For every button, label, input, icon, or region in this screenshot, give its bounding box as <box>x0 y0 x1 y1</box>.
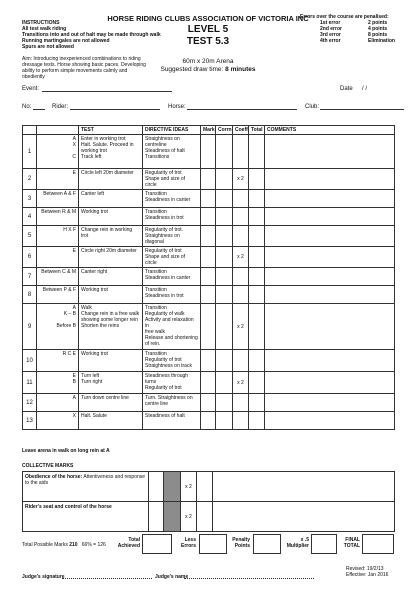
movement-number: 1 <box>23 135 37 169</box>
idea-line: Regularity of trot <box>145 385 182 391</box>
movement-number: 4 <box>23 208 37 226</box>
coeff-cell <box>233 286 249 304</box>
table-row <box>23 372 395 394</box>
coeff-cell <box>233 394 249 412</box>
letter-line: X <box>72 142 76 148</box>
test-line: Walk <box>81 305 92 311</box>
corrn-cell[interactable] <box>216 350 233 372</box>
movement-test <box>79 372 143 394</box>
test-line: Turn right <box>81 379 103 385</box>
total-cell[interactable] <box>249 304 265 350</box>
test-line: Turn down centre line <box>81 395 129 401</box>
collective-title: COLLECTIVE MARKS <box>22 463 74 469</box>
table-row <box>23 268 395 286</box>
error-penalty: 8 points <box>368 32 388 38</box>
header-directive-ideas: DIRECTIVE IDEAS <box>143 126 201 135</box>
leave-arena-note: Leave arena in walk on long rein at A <box>22 448 110 454</box>
header-cell <box>23 126 37 135</box>
mark-cell[interactable] <box>201 286 216 304</box>
club-label: Club: <box>305 104 320 110</box>
corrn-cell[interactable] <box>216 394 233 412</box>
instruction-line: Spurs are not allowed <box>22 44 74 50</box>
comments-cell[interactable] <box>265 135 395 169</box>
table-row <box>23 247 395 268</box>
letter-line: C <box>72 154 76 160</box>
comments-cell[interactable] <box>265 268 395 286</box>
collective-label-bold: Rider's seat and control of the horse <box>25 504 112 510</box>
letter-line: X <box>72 413 76 419</box>
comments-cell[interactable] <box>265 226 395 247</box>
coeff-cell <box>233 350 249 372</box>
multiplier-label: x .5 Multiplier <box>286 537 309 549</box>
errors-title: Errors over the course are penalised: <box>300 14 389 20</box>
idea-line: Steadiness in trot <box>145 293 184 299</box>
event-label: Event: <box>22 86 40 92</box>
error-count: 1st error <box>320 20 341 26</box>
less-errors-label: Less Errors <box>180 537 196 549</box>
corrn-cell <box>164 502 181 532</box>
mark-cell[interactable] <box>201 372 216 394</box>
instruction-line: Transitions into and out of halt may be made through walk <box>22 32 161 38</box>
idea-line: Regularity of trot <box>145 248 182 254</box>
idea-line: Transition <box>145 287 167 293</box>
total-achieved-box[interactable] <box>142 534 172 554</box>
directive-ideas <box>143 412 201 430</box>
comments-cell[interactable] <box>265 286 395 304</box>
coeff-cell <box>233 208 249 226</box>
corrn-cell[interactable] <box>216 247 233 268</box>
header-coeff: Coeff <box>233 126 249 135</box>
test-line: Canter left <box>81 191 105 197</box>
less-errors-box[interactable] <box>199 534 227 554</box>
no-label: No: <box>22 104 32 110</box>
header-mark: Mark <box>201 126 216 135</box>
test-line: Working trot <box>81 287 108 293</box>
test-line: Change rein in a free walk <box>81 311 140 317</box>
idea-line: Steadiness of halt <box>145 148 185 154</box>
comments-cell[interactable] <box>265 304 395 350</box>
movement-number: 8 <box>23 286 37 304</box>
judge-name-label: Judge's name <box>155 574 189 580</box>
mark-cell[interactable] <box>149 502 164 532</box>
comments-cell[interactable] <box>265 412 395 430</box>
judge-signature-label: Judge's signature <box>22 574 65 580</box>
final-total-box[interactable] <box>362 534 394 554</box>
comments-cell[interactable] <box>265 208 395 226</box>
table-row <box>23 226 395 247</box>
event-input[interactable] <box>42 91 172 92</box>
movement-test <box>79 394 143 412</box>
error-penalty: Elimination <box>368 38 395 44</box>
comments-cell[interactable] <box>213 472 395 502</box>
association-title: HORSE RIDING CLUBS ASSOCIATION OF VICTORIA INC <box>107 14 309 23</box>
total-cell[interactable] <box>249 268 265 286</box>
effective-date: Effective: Jan 2016 <box>346 572 389 578</box>
idea-line: free walk <box>145 329 166 335</box>
table-row <box>23 350 395 372</box>
mark-cell[interactable] <box>201 208 216 226</box>
idea-line: Straightness on diagonal <box>145 233 180 245</box>
comments-cell[interactable] <box>265 169 395 190</box>
directive-ideas <box>143 169 201 190</box>
idea-line: Steadiness in canter <box>145 275 191 281</box>
directive-ideas <box>143 226 201 247</box>
coeff-cell: x 2 <box>233 372 249 394</box>
idea-line: Shape and size of circle <box>145 176 186 188</box>
idea-line: Shape and size of circle <box>145 254 186 266</box>
error-count: 2nd error <box>320 26 342 32</box>
test-line: Circle left 20m diameter <box>81 170 134 176</box>
coeff-cell: x 2 <box>181 472 197 502</box>
movement-test <box>79 268 143 286</box>
comments-cell[interactable] <box>265 394 395 412</box>
idea-line: Transition <box>145 209 167 215</box>
collective-label-bold: Obedience of the horse: <box>25 474 83 480</box>
mark-cell[interactable] <box>201 394 216 412</box>
collective-row <box>23 502 395 532</box>
test-line: Halt. Salute. Proceed in <box>81 142 134 148</box>
idea-line: Transitions <box>145 154 170 160</box>
error-count: 4th error <box>320 38 341 44</box>
test-line: showing some longer rein <box>81 317 138 323</box>
header-corrn: Corrn <box>216 126 233 135</box>
corrn-cell <box>164 472 181 502</box>
mark-cell[interactable] <box>201 350 216 372</box>
directive-ideas <box>143 286 201 304</box>
idea-line: Transition <box>145 269 167 275</box>
coeff-cell: x 2 <box>233 169 249 190</box>
corrn-cell[interactable] <box>216 226 233 247</box>
directive-ideas <box>143 394 201 412</box>
judge-signature-input[interactable] <box>62 578 152 579</box>
idea-line: centre line <box>145 401 169 407</box>
movement-number: 10 <box>23 350 37 372</box>
directive-ideas <box>143 268 201 286</box>
movement-test <box>79 286 143 304</box>
idea-line: Turn. Straightness on <box>145 395 193 401</box>
movement-letters <box>37 169 79 190</box>
mark-cell[interactable] <box>201 226 216 247</box>
error-penalty: 2 points <box>368 20 388 26</box>
mark-cell[interactable] <box>201 304 216 350</box>
total-cell[interactable] <box>249 394 265 412</box>
comments-cell[interactable] <box>265 247 395 268</box>
movement-letters <box>37 350 79 372</box>
movement-test <box>79 190 143 208</box>
total-cell[interactable] <box>249 372 265 394</box>
total-cell[interactable] <box>249 226 265 247</box>
idea-line: Steadiness of halt <box>145 413 185 419</box>
arena-size: 60m x 20m Arena <box>182 58 234 65</box>
movement-number: 11 <box>23 372 37 394</box>
movement-letters <box>37 226 79 247</box>
table-row <box>23 412 395 430</box>
idea-line: Straightness on track <box>145 363 192 369</box>
mark-cell[interactable] <box>201 412 216 430</box>
collective-table <box>22 471 395 532</box>
test-line: Turn left <box>81 373 100 379</box>
movement-letters <box>37 304 79 350</box>
collective-label-rest: Attentiveness and response to the aids <box>25 474 146 486</box>
table-row <box>23 169 395 190</box>
comments-cell[interactable] <box>265 350 395 372</box>
test-line: Shorten the reins <box>81 323 120 329</box>
total-cell[interactable] <box>249 286 265 304</box>
movement-test <box>79 412 143 430</box>
aim-text: Aim: Introducing inexperienced combinations to riding dressage tests. Horse showing basic paces. Developing ability to perform simple movements calmly and obediently <box>22 56 146 80</box>
collective-label <box>23 472 149 502</box>
instruction-line: Running martingales are not allowed <box>22 38 110 44</box>
mark-cell[interactable] <box>201 268 216 286</box>
letter-line: Between R & M <box>41 209 76 215</box>
idea-line: centreline <box>145 142 167 148</box>
movement-number: 9 <box>23 304 37 350</box>
date-label: Date <box>340 86 353 92</box>
test-line: Enter in working trot <box>81 136 126 142</box>
idea-line: Regularity of trot. <box>145 227 184 233</box>
letter-line: H X F <box>63 227 76 233</box>
table-row <box>23 286 395 304</box>
coeff-cell: x 2 <box>233 304 249 350</box>
idea-line: Regularity of trot <box>145 357 182 363</box>
mark-cell[interactable] <box>201 135 216 169</box>
judge-name-input[interactable] <box>184 578 314 579</box>
total-cell[interactable] <box>249 135 265 169</box>
total-cell[interactable] <box>249 190 265 208</box>
test-line: Working trot <box>81 209 108 215</box>
movement-letters <box>37 372 79 394</box>
test-line: Halt. Salute <box>81 413 107 419</box>
letter-line: E <box>72 248 76 254</box>
movement-number: 3 <box>23 190 37 208</box>
coeff-cell: x 2 <box>233 247 249 268</box>
table-header-row <box>23 126 395 135</box>
letter-line: E <box>72 373 76 379</box>
idea-line: Activity and relaxation in <box>145 317 194 329</box>
directive-ideas <box>143 304 201 350</box>
comments-cell[interactable] <box>213 502 395 532</box>
movement-letters <box>37 190 79 208</box>
idea-line: Steadiness in trot <box>145 215 184 221</box>
movement-letters <box>37 208 79 226</box>
mark-cell[interactable] <box>201 169 216 190</box>
horse-label: Horse: <box>168 104 186 110</box>
rider-input[interactable] <box>70 109 160 110</box>
letter-line: Between A & F <box>43 191 76 197</box>
level-title: LEVEL 5 <box>187 24 229 35</box>
test-line: working trot <box>81 148 107 154</box>
letter-line: Between P & F <box>42 287 76 293</box>
multiplier-box[interactable] <box>311 534 337 554</box>
corrn-cell[interactable] <box>216 286 233 304</box>
coeff-cell <box>233 412 249 430</box>
errors-box <box>300 14 410 44</box>
directive-ideas <box>143 350 201 372</box>
corrn-cell[interactable] <box>216 208 233 226</box>
table-row <box>23 208 395 226</box>
total-cell[interactable] <box>249 247 265 268</box>
movement-number: 6 <box>23 247 37 268</box>
percent-value: 66% = 126 <box>81 542 106 548</box>
coeff-cell <box>233 268 249 286</box>
movement-test <box>79 350 143 372</box>
idea-line: Regularity of trot <box>145 170 182 176</box>
mark-cell[interactable] <box>201 247 216 268</box>
header-test: TEST <box>79 126 143 135</box>
idea-line: Release and shortening <box>145 335 198 341</box>
directive-ideas <box>143 135 201 169</box>
test-title: TEST 5.3 <box>186 36 230 47</box>
movement-number: 12 <box>23 394 37 412</box>
total-cell[interactable] <box>249 169 265 190</box>
coeff-cell <box>233 226 249 247</box>
instructions-title: INSTRUCTIONS <box>22 20 60 26</box>
idea-line: Straightness on <box>145 136 180 142</box>
table-row <box>23 135 395 169</box>
error-count: 3rd error <box>320 32 341 38</box>
letter-line: E <box>72 170 76 176</box>
corrn-cell[interactable] <box>216 372 233 394</box>
letter-line: A <box>72 305 76 311</box>
idea-line: of rein. <box>145 341 161 347</box>
movement-letters <box>37 412 79 430</box>
directive-ideas <box>143 247 201 268</box>
letter-line: Before B <box>56 323 76 329</box>
penalty-points-box[interactable] <box>253 534 281 554</box>
no-input[interactable] <box>33 109 45 110</box>
total-cell[interactable] <box>249 208 265 226</box>
error-penalty: 4 points <box>368 26 388 32</box>
draw-time-value: 8 minutes <box>225 66 256 73</box>
corrn-cell[interactable] <box>216 268 233 286</box>
instruction-line: All test walk riding <box>22 26 67 32</box>
horse-input[interactable] <box>187 109 297 110</box>
total-possible-value: 210 <box>69 542 78 548</box>
final-total-label: FINAL TOTAL <box>343 537 360 549</box>
movement-letters <box>37 286 79 304</box>
club-input[interactable] <box>320 109 404 110</box>
idea-line: Transition <box>145 305 167 311</box>
total-cell[interactable] <box>197 472 213 502</box>
directive-ideas <box>143 372 201 394</box>
draw-time-label: Suggested draw time: <box>160 66 224 73</box>
total-achieved-label: Total Achieved <box>117 537 140 549</box>
total-cell[interactable] <box>197 502 213 532</box>
movement-test <box>79 208 143 226</box>
test-line: Track left <box>81 154 102 160</box>
error-row <box>300 38 410 44</box>
total-possible <box>22 542 106 548</box>
comments-cell[interactable] <box>265 190 395 208</box>
corrn-cell[interactable] <box>216 190 233 208</box>
idea-line: Transition <box>145 351 167 357</box>
letter-line: K – B <box>63 311 76 317</box>
letter-line: A <box>72 136 76 142</box>
table-row <box>23 304 395 350</box>
movement-test <box>79 135 143 169</box>
header-total: Total <box>249 126 265 135</box>
movement-letters <box>37 268 79 286</box>
movement-letters <box>37 135 79 169</box>
header-comments: COMMENTS <box>265 126 395 135</box>
corrn-cell[interactable] <box>216 304 233 350</box>
table-row <box>23 190 395 208</box>
coeff-cell: x 2 <box>181 502 197 532</box>
movement-test <box>79 226 143 247</box>
idea-line: Regularity of walk <box>145 311 185 317</box>
corrn-cell[interactable] <box>216 412 233 430</box>
letter-line: B <box>72 379 76 385</box>
collective-row <box>23 472 395 502</box>
letter-line: A <box>72 395 76 401</box>
corrn-cell[interactable] <box>216 135 233 169</box>
instructions <box>22 20 172 50</box>
penalty-points-label: Penalty Points <box>232 537 250 549</box>
movement-test <box>79 304 143 350</box>
header-cell <box>37 126 79 135</box>
test-line: Change rein in working trot <box>81 227 133 239</box>
date-input[interactable]: / / <box>362 86 368 92</box>
rider-label: Rider: <box>52 104 69 110</box>
mark-cell[interactable] <box>201 190 216 208</box>
directive-ideas <box>143 190 201 208</box>
idea-line: Steadiness through turns <box>145 373 189 385</box>
test-line: Circle right 20m diameter <box>81 248 137 254</box>
idea-line: Transition <box>145 191 167 197</box>
score-table <box>22 125 395 430</box>
movement-letters <box>37 394 79 412</box>
revised-date: Revised: 19/2/13 <box>346 566 384 572</box>
directive-ideas <box>143 208 201 226</box>
movement-number: 7 <box>23 268 37 286</box>
letter-line: R C E <box>62 351 76 357</box>
table-row <box>23 394 395 412</box>
collective-label <box>23 502 149 532</box>
movement-letters <box>37 247 79 268</box>
letter-line: Between C & M <box>41 269 76 275</box>
mark-cell[interactable] <box>149 472 164 502</box>
test-line: Working trot <box>81 351 108 357</box>
movement-test <box>79 247 143 268</box>
total-possible-label: Total Possible Marks <box>22 542 68 548</box>
comments-cell[interactable] <box>265 372 395 394</box>
coeff-cell <box>233 190 249 208</box>
total-cell[interactable] <box>249 412 265 430</box>
movement-test <box>79 169 143 190</box>
movement-number: 5 <box>23 226 37 247</box>
idea-line: Steadiness in canter <box>145 197 191 203</box>
corrn-cell[interactable] <box>216 169 233 190</box>
test-line: Canter right <box>81 269 108 275</box>
movement-number: 13 <box>23 412 37 430</box>
coeff-cell <box>233 135 249 169</box>
movement-number: 2 <box>23 169 37 190</box>
total-cell[interactable] <box>249 350 265 372</box>
